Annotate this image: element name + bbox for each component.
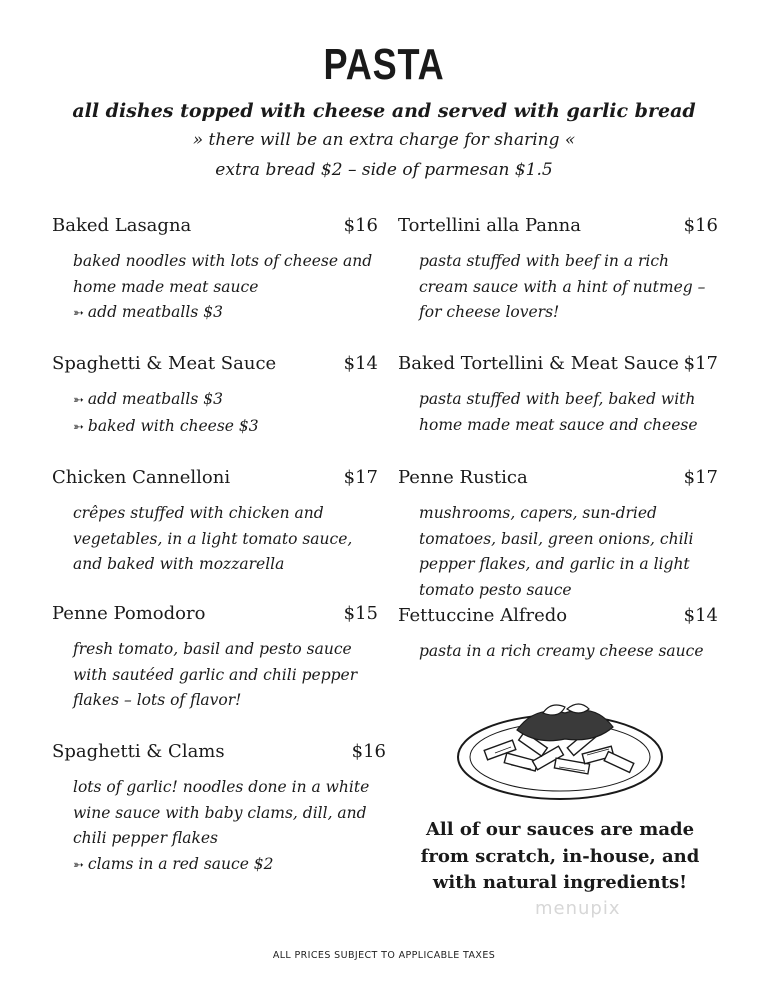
item-price: $17 <box>683 467 718 488</box>
item-description: mushrooms, capers, sun-dried tomatoes, basil, green onions, chili pepper flakes, and garlic in a light tomato pesto sauce <box>419 504 694 599</box>
footer-note: ALL PRICES SUBJECT TO APPLICABLE TAXES <box>272 950 496 961</box>
item-note: ➳ clams in a red sauce $2 <box>73 854 274 873</box>
extras-note: extra bread $2 – side of parmesan $1.5 <box>215 160 553 180</box>
menu-item <box>398 215 718 326</box>
item-name: Fettuccine Alfredo <box>398 605 568 626</box>
item-description: pasta in a rich creamy cheese sauce <box>419 642 704 660</box>
item-note: ➳ baked with cheese $3 <box>73 416 259 435</box>
item-description: crêpes stuffed with chicken and vegetables, in a light tomato sauce, and baked with mozzarella <box>73 504 353 573</box>
arrow-icon: ➳ <box>73 306 84 321</box>
menu-item <box>52 215 378 327</box>
item-name: Baked Lasagna <box>52 215 192 236</box>
item-note: ➳ add meatballs $3 <box>73 390 223 408</box>
item-name: Chicken Cannelloni <box>52 467 231 488</box>
menu-item <box>52 467 378 578</box>
menu-item <box>52 353 378 440</box>
arrow-icon: ➳ <box>73 419 84 435</box>
item-name: Tortellini alla Panna <box>398 215 581 236</box>
item-price: $16 <box>343 215 378 236</box>
item-price: $17 <box>343 467 378 488</box>
item-price: $16 <box>683 215 718 236</box>
item-name: Spaghetti & Meat Sauce <box>52 353 277 374</box>
arrow-icon: ➳ <box>73 393 84 408</box>
item-description: pasta stuffed with beef, baked with home made meat sauce and cheese <box>419 390 698 434</box>
item-price: $14 <box>343 353 378 374</box>
item-note: ➳ add meatballs $3 <box>73 303 223 321</box>
item-description: fresh tomato, basil and pesto sauce with sautéed garlic and chili pepper flakes – lots of flavor! <box>73 640 358 709</box>
item-name: Spaghetti & Clams <box>52 741 225 762</box>
menu-item <box>52 603 378 714</box>
menu-item <box>398 605 718 665</box>
watermark: menupix <box>535 898 621 919</box>
item-description: baked noodles with lots of cheese and home made meat sauce <box>73 252 373 296</box>
item-price: $15 <box>343 603 378 624</box>
menu-item <box>398 353 718 438</box>
item-description: lots of garlic! noodles done in a white wine sauce with baby clams, dill, and chili pepper flakes <box>73 778 370 847</box>
arrow-icon: ➳ <box>73 857 84 873</box>
item-price: $17 <box>683 353 718 374</box>
item-name: Penne Pomodoro <box>52 603 206 624</box>
menu-item <box>398 467 718 603</box>
menu-subtitle: all dishes topped with cheese and served with garlic bread <box>72 100 696 122</box>
pasta-plate-icon <box>455 695 665 805</box>
menu-item <box>52 741 386 878</box>
item-description: pasta stuffed with beef in a rich cream sauce with a hint of nutmeg – for cheese lovers! <box>419 252 706 321</box>
item-price: $16 <box>351 741 386 762</box>
item-name: Penne Rustica <box>398 467 528 488</box>
item-price: $14 <box>683 605 718 626</box>
sauces-tagline: All of our sauces are made from scratch, in-house, and with natural ingredients! <box>420 819 700 893</box>
page-title: PASTA <box>323 40 445 89</box>
item-name: Baked Tortellini & Meat Sauce <box>398 353 679 374</box>
sharing-note: » there will be an extra charge for sharing « <box>192 130 576 150</box>
